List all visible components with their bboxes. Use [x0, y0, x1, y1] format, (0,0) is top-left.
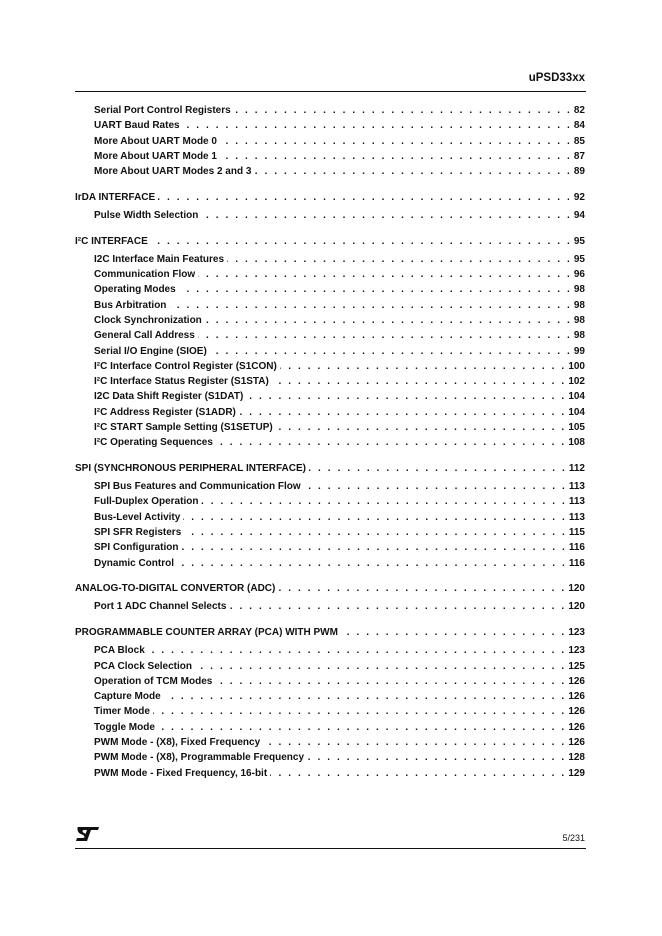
toc-entry-title: PWM Mode - (X8), Programmable Frequency — [94, 752, 305, 764]
dot-leader — [201, 496, 566, 507]
toc-page-number: 94 — [573, 209, 585, 221]
dot-leader — [227, 254, 572, 265]
toc-entry[interactable] — [75, 691, 585, 706]
toc-entry-title: Dynamic Control — [94, 557, 175, 569]
toc-entry-title: PWM Mode - (X8), Fixed Frequency — [94, 737, 261, 748]
dot-leader — [270, 768, 566, 779]
toc-entry-title: UART Baud Rates — [94, 120, 180, 132]
toc-page-number: 126 — [568, 675, 585, 687]
toc-page-number: 99 — [573, 345, 585, 357]
dot-leader — [195, 661, 566, 672]
toc-page-number: 100 — [568, 360, 585, 372]
toc-page-number: 87 — [573, 150, 585, 162]
toc-entry[interactable] — [75, 254, 585, 269]
dot-leader — [234, 105, 572, 116]
toc-entry[interactable] — [75, 330, 585, 345]
toc-page-number: 84 — [573, 120, 585, 132]
toc-entry[interactable] — [75, 463, 585, 481]
toc-entry-title: Clock Synchronization — [94, 314, 202, 326]
toc-entry-title: Operating Modes — [94, 284, 176, 296]
toc-entry[interactable] — [75, 192, 585, 210]
toc-entry-title: Timer Mode — [94, 706, 150, 718]
dot-leader — [198, 330, 572, 341]
toc-entry[interactable] — [75, 120, 585, 135]
toc-page-number: 126 — [568, 721, 585, 733]
toc-entry[interactable] — [75, 768, 585, 783]
toc-page-number: 96 — [573, 269, 585, 281]
document-title: uPSD33xx — [528, 72, 585, 84]
toc-entry[interactable] — [75, 481, 585, 496]
toc-entry-title: PWM Mode - Fixed Frequency, 16-bit — [94, 767, 268, 779]
toc-entry-title: More About UART Mode 0 — [94, 135, 217, 147]
toc-entry[interactable] — [75, 661, 585, 676]
dot-leader — [278, 583, 566, 594]
dot-leader — [153, 706, 566, 717]
dot-leader — [181, 542, 566, 553]
toc-entry-title: Toggle Mode — [94, 721, 155, 733]
dot-leader — [276, 422, 567, 433]
toc-entry-title: PCA Clock Selection — [94, 660, 192, 672]
dot-leader — [246, 391, 566, 402]
toc-page-number: 112 — [568, 463, 585, 475]
toc-page-number: 126 — [568, 691, 585, 703]
dot-leader — [304, 481, 567, 492]
toc-page-number: 123 — [568, 645, 585, 657]
dot-leader — [179, 284, 572, 295]
toc-page-number: 120 — [568, 583, 585, 595]
dot-leader — [254, 166, 571, 177]
toc-entry-title: I²C START Sample Setting (S1SETUP) — [94, 422, 273, 434]
toc-page-number: 104 — [568, 406, 585, 418]
toc-entry[interactable] — [75, 706, 585, 721]
toc-page-number: 98 — [573, 314, 585, 326]
toc-entry[interactable] — [75, 645, 585, 660]
toc-page-number: 82 — [573, 105, 585, 116]
toc-page-number: 105 — [568, 422, 585, 434]
toc-entry-title: ANALOG-TO-DIGITAL CONVERTOR (ADC) — [75, 583, 276, 595]
table-of-contents — [75, 105, 585, 783]
dot-leader — [220, 136, 572, 147]
toc-entry[interactable] — [75, 361, 585, 376]
toc-entry[interactable] — [75, 269, 585, 284]
toc-entry-title: PCA Block — [94, 645, 145, 657]
toc-entry-title: SPI Bus Features and Communication Flow — [94, 481, 301, 493]
dot-leader — [280, 361, 567, 372]
dot-leader — [183, 512, 567, 523]
toc-page-number: 126 — [568, 737, 585, 748]
toc-entry[interactable] — [75, 300, 585, 315]
toc-page-number: 89 — [573, 166, 585, 178]
dot-leader — [151, 236, 572, 247]
dot-leader — [216, 437, 566, 448]
toc-entry-title: SPI Configuration — [94, 542, 179, 554]
header-rule — [75, 91, 586, 92]
toc-entry-title: Full-Duplex Operation — [94, 496, 199, 508]
toc-entry[interactable] — [75, 512, 585, 527]
toc-entry-title: Bus-Level Activity — [94, 511, 181, 523]
toc-entry[interactable] — [75, 601, 585, 616]
toc-page-number: 115 — [568, 527, 585, 539]
dot-leader — [205, 315, 572, 326]
dot-leader — [183, 120, 572, 131]
toc-page-number: 126 — [568, 706, 585, 718]
toc-page-number: 120 — [568, 601, 585, 613]
toc-entry[interactable] — [75, 284, 585, 299]
toc-entry[interactable] — [75, 676, 585, 691]
toc-page-number: 125 — [568, 660, 585, 672]
dot-leader — [220, 151, 572, 162]
toc-entry-title: More About UART Modes 2 and 3 — [94, 166, 252, 178]
toc-page-number: 95 — [573, 253, 585, 265]
toc-entry[interactable] — [75, 496, 585, 511]
toc-page-number: 98 — [573, 284, 585, 296]
dot-leader — [239, 407, 566, 418]
footer-rule — [75, 848, 586, 849]
dot-leader — [229, 601, 566, 612]
dot-leader — [272, 376, 566, 387]
toc-entry-title: PROGRAMMABLE COUNTER ARRAY (PCA) WITH PWM — [75, 627, 338, 639]
toc-page-number: 108 — [568, 437, 585, 449]
dot-leader — [158, 192, 572, 203]
toc-entry-title: I²C INTERFACE — [75, 235, 148, 247]
dot-leader — [263, 737, 566, 748]
toc-page-number: 116 — [568, 557, 585, 569]
dot-leader — [210, 346, 572, 357]
toc-entry-title: I2C Data Shift Register (S1DAT) — [94, 391, 244, 403]
toc-entry[interactable] — [75, 722, 585, 737]
toc-entry-title: Communication Flow — [94, 269, 196, 281]
toc-entry-title: IrDA INTERFACE — [75, 191, 156, 203]
toc-page-number: 102 — [568, 376, 585, 388]
dot-leader — [169, 300, 571, 311]
dot-leader — [215, 676, 566, 687]
dot-leader — [148, 645, 567, 656]
toc-entry[interactable] — [75, 627, 585, 645]
toc-entry-title: SPI (SYNCHRONOUS PERIPHERAL INTERFACE) — [75, 463, 306, 475]
toc-page-number: 113 — [568, 511, 585, 523]
toc-entry[interactable] — [75, 210, 585, 225]
dot-leader — [307, 752, 566, 763]
toc-entry[interactable] — [75, 105, 585, 120]
toc-entry-title: Serial Port Control Registers — [94, 105, 231, 116]
toc-entry-title: I²C Interface Control Register (S1CON) — [94, 360, 277, 372]
toc-entry[interactable] — [75, 315, 585, 330]
toc-page-number: 98 — [573, 299, 585, 311]
toc-page-number: 95 — [573, 235, 585, 247]
toc-page-number: 92 — [573, 191, 585, 203]
toc-entry[interactable] — [75, 136, 585, 151]
toc-page-number: 113 — [568, 481, 585, 493]
toc-page-number: 113 — [568, 496, 585, 508]
toc-entry[interactable] — [75, 391, 585, 406]
toc-entry-title: I2C Interface Main Features — [94, 253, 225, 265]
toc-entry[interactable] — [75, 737, 585, 752]
toc-page-number: 128 — [568, 752, 585, 764]
toc-entry[interactable] — [75, 376, 585, 391]
toc-entry[interactable] — [75, 422, 585, 437]
toc-entry-title: Capture Mode — [94, 691, 161, 703]
dot-leader — [177, 558, 567, 569]
toc-entry-title: Operation of TCM Modes — [94, 675, 213, 687]
dot-leader — [184, 527, 567, 538]
toc-page-number: 116 — [568, 542, 585, 554]
toc-page-number: 129 — [568, 767, 585, 779]
toc-entry-title: Pulse Width Selection — [94, 209, 199, 221]
toc-entry[interactable] — [75, 346, 585, 361]
toc-entry-title: I²C Interface Status Register (S1STA) — [94, 376, 269, 388]
toc-entry-title: I²C Operating Sequences — [94, 437, 213, 449]
toc-entry[interactable] — [75, 166, 585, 181]
toc-entry[interactable] — [75, 558, 585, 573]
toc-entry-title: Bus Arbitration — [94, 299, 167, 311]
toc-entry[interactable] — [75, 236, 585, 254]
dot-leader — [201, 210, 572, 221]
toc-page-number: 104 — [568, 391, 585, 403]
dot-leader — [309, 463, 567, 474]
dot-leader — [158, 722, 566, 733]
dot-leader — [198, 269, 572, 280]
toc-entry-title: I²C Address Register (S1ADR) — [94, 406, 236, 418]
toc-page-number: 123 — [568, 627, 585, 639]
dot-leader — [341, 627, 566, 638]
st-logo — [75, 826, 101, 847]
toc-entry[interactable] — [75, 542, 585, 557]
toc-entry-title: Port 1 ADC Channel Selects — [94, 601, 227, 613]
page-number: 5/231 — [562, 833, 585, 843]
toc-entry-title: General Call Address — [94, 330, 195, 342]
toc-entry-title: SPI SFR Registers — [94, 527, 182, 539]
dot-leader — [164, 691, 567, 702]
toc-entry[interactable] — [75, 527, 585, 542]
toc-entry[interactable] — [75, 752, 585, 767]
toc-entry[interactable] — [75, 437, 585, 452]
toc-entry-title: More About UART Mode 1 — [94, 150, 217, 162]
toc-entry[interactable] — [75, 583, 585, 601]
toc-entry[interactable] — [75, 407, 585, 422]
toc-page-number: 98 — [573, 330, 585, 342]
toc-entry[interactable] — [75, 151, 585, 166]
toc-entry-title: Serial I/O Engine (SIOE) — [94, 345, 207, 357]
toc-page-number: 85 — [573, 135, 585, 147]
